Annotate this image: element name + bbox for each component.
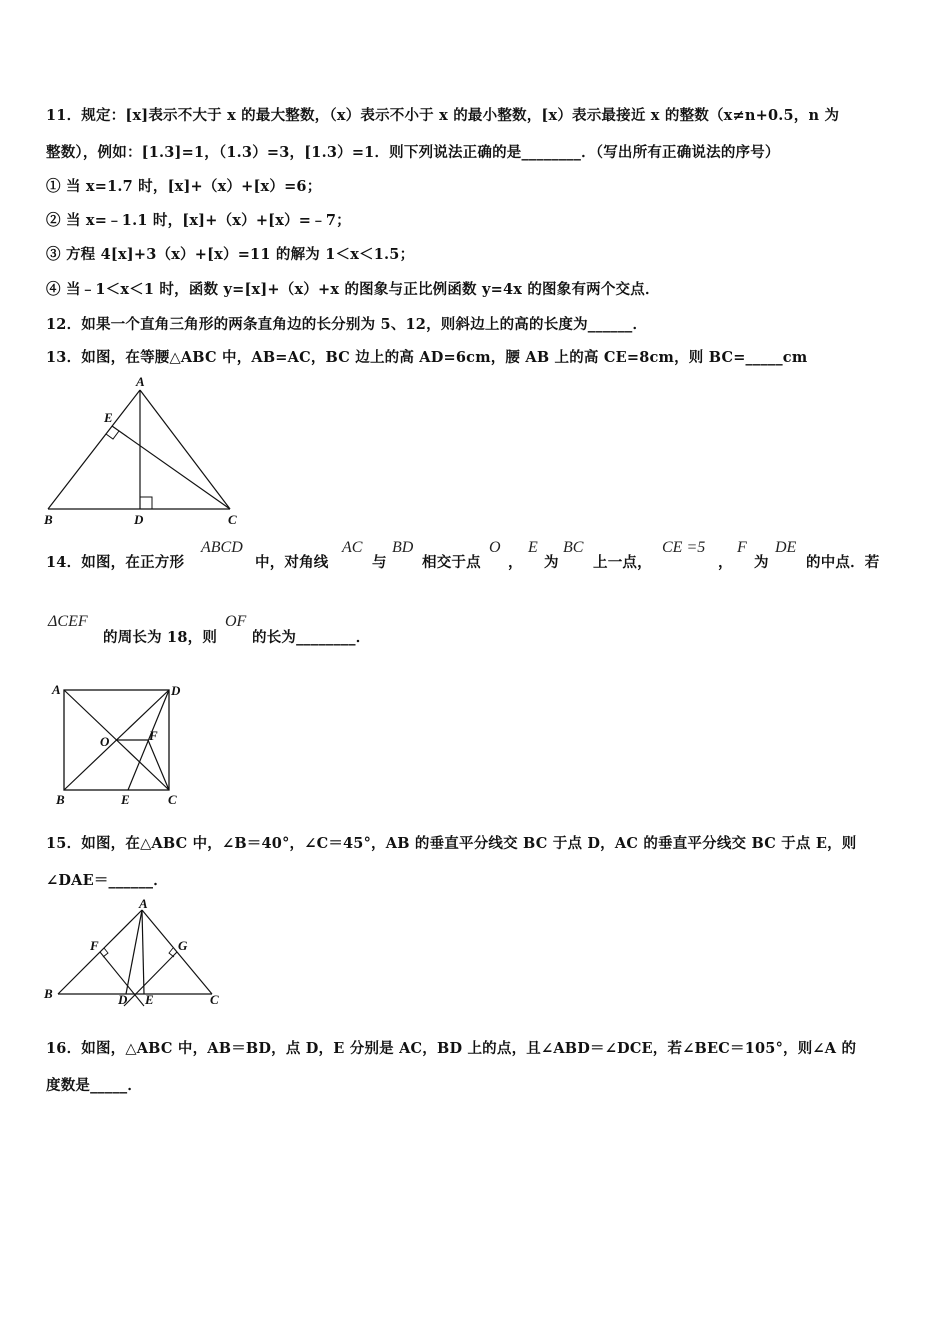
q14-t11: 的周长为 18，则 [103,629,218,646]
q14-segment-fc [148,740,169,790]
q11-option-4: ④ 当﹣1＜x＜1 时，函数 y=[x]+（x）+x 的图象与正比例函数 y=4x 的图象有两个交点． [46,281,660,298]
q14-math-bd: BD [392,539,414,556]
q15-label-a: A [139,898,148,911]
q13-side-ac [140,390,230,509]
q15-label-b: B [44,986,53,1001]
q14-math-e: E [528,539,538,556]
q14-t7: 上一点， [593,554,652,571]
q14-math-o: O [489,539,501,556]
q11-line-1: 11．规定：[x]表示不大于 x 的最大整数，（x）表示不小于 x 的最小整数，[x）表示最接近 x 的整数（x≠n+0.5，n 为 [46,107,840,124]
q14-t4: 相交于点 [422,554,481,571]
q13-label-e: E [104,410,113,425]
q13-text: 13．如图，在等腰△ABC 中，AB=AC，BC 边上的高 AD=6cm，腰 AB 上的高 CE=8cm，则 BC=_____cm [46,349,808,366]
q15-label-e: E [145,992,154,1007]
q14-math-of: OF [225,613,247,630]
q14-t8: ， [718,554,733,571]
q14-t9: 为 [754,554,769,571]
q13-label-d: D [134,512,144,527]
q12-text: 12．如果一个直角三角形的两条直角边的长分别为 5、12，则斜边上的高的长度为______． [46,316,648,333]
q11-line-2: 整数），例如：[1.3]=1，（1.3）=3，[1.3）=1．则下列说法正确的是________．（写出所有正确说法的序号） [46,144,780,161]
q14-label-c: C [168,792,177,807]
q14-label-b: B [56,792,65,807]
q15-segment-ad [126,910,142,994]
q14-t10: 的中点．若 [806,554,880,571]
q14-label-e: E [121,792,130,807]
q13-label-a: A [136,374,145,389]
q14-math-de: DE [775,539,797,556]
q11-option-1: ① 当 x=1.7 时，[x]+（x）+[x）=6； [46,178,322,195]
q13-right-angle-d [140,497,152,509]
q14-t5: ， [508,554,523,571]
q14-figure [44,676,194,811]
q15-right-angle-f [103,948,108,957]
q14-math-bc: BC [563,539,584,556]
q14-math-abcd: ABCD [201,539,243,556]
q14-t3: 与 [372,554,387,571]
q11-option-3: ③ 方程 4[x]+3（x）+[x）=11 的解为 1＜x＜1.5； [46,246,415,263]
q14-t12: 的长为________． [252,629,371,646]
q14-label-a: A [52,682,61,697]
q15-line-1: 15．如图，在△ABC 中，∠B＝40°，∠C＝45°，AB 的垂直平分线交 BC 于点 D，AC 的垂直平分线交 BC 于点 E，则 [46,835,857,852]
q14-t1: 14．如图，在正方形 [46,554,185,571]
q16-line-1: 16．如图，△ABC 中，AB＝BD，点 D，E 分别是 AC，BD 上的点，且∠ABD＝∠DCE，若∠BEC＝105°，则∠A 的 [46,1040,857,1057]
q14-t6: 为 [544,554,559,571]
q14-math-ac: AC [342,539,363,556]
q14-math-f: F [737,539,747,556]
q14-math-ce5: CE =5 [662,539,706,556]
q15-label-c: C [210,992,219,1007]
q11-option-2: ② 当 x=﹣1.1 时，[x]+（x）+[x）=﹣7； [46,212,351,229]
q15-segment-ae [142,910,144,994]
q13-figure [40,372,250,530]
q15-line-2: ∠DAE＝______． [46,872,168,889]
q14-label-d: D [171,683,181,698]
q13-label-b: B [44,512,53,527]
q13-altitude-ce [112,426,230,509]
q15-label-d: D [118,992,128,1007]
q13-side-ab [48,390,140,509]
q14-label-o: O [100,734,110,749]
q13-label-c: C [228,512,237,527]
q15-figure [40,898,230,1013]
q14-math-cef: ΔCEF [48,613,88,630]
q14-label-f: F [149,728,158,743]
q14-t2: 中，对角线 [255,554,329,571]
q16-line-2: 度数是_____． [46,1077,143,1094]
q15-label-f: F [90,938,99,953]
q15-label-g: G [178,938,188,953]
